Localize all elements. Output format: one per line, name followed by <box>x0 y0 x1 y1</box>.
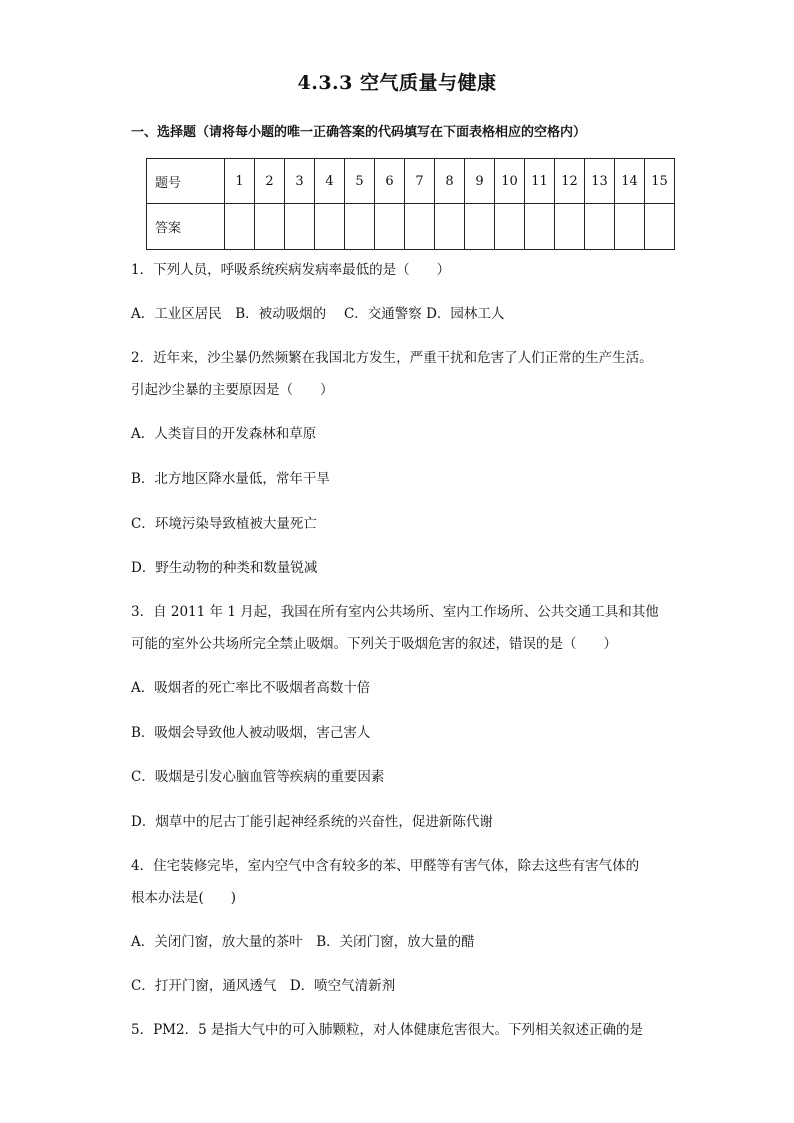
question-2-stem-line-1: 2．近年来，沙尘暴仍然频繁在我国北方发生，严重干扰和危害了人们正常的生产生活。 <box>131 350 653 366</box>
question-3-option-d: D．烟草中的尼古丁能引起神经系统的兴奋性，促进新陈代谢 <box>131 814 493 830</box>
answer-cell[interactable] <box>615 204 645 250</box>
question-4-options-ab: A．关闭门窗，放大量的茶叶 B．关闭门窗，放大量的醋 <box>131 934 475 950</box>
question-2-stem-line-2: 引起沙尘暴的主要原因是（ ） <box>131 382 334 398</box>
question-2-option-a: A．人类盲目的开发森林和草原 <box>131 426 317 442</box>
question-number-cell: 10 <box>495 159 525 204</box>
question-number-cell: 2 <box>255 159 285 204</box>
question-3-option-c: C．吸烟是引发心脑血管等疾病的重要因素 <box>131 769 385 785</box>
question-number-cell: 11 <box>525 159 555 204</box>
question-5-stem: 5．PM2．5 是指大气中的可入肺颗粒，对人体健康危害很大。下列相关叙述正确的是 <box>131 1022 643 1038</box>
question-number-cell: 12 <box>555 159 585 204</box>
answer-cell[interactable] <box>525 204 555 250</box>
answer-cell[interactable] <box>405 204 435 250</box>
answer-cell[interactable] <box>495 204 525 250</box>
answer-cell[interactable] <box>585 204 615 250</box>
question-1-options: A．工业区居民 B．被动吸烟的 C．交通警察 D．园林工人 <box>131 306 505 322</box>
question-4-options-cd: C．打开门窗，通风透气 D．喷空气清新剂 <box>131 978 396 994</box>
question-number-cell: 3 <box>285 159 315 204</box>
question-number-cell: 14 <box>615 159 645 204</box>
question-number-row <box>147 159 675 204</box>
question-4-stem-line-2: 根本办法是( ) <box>131 890 237 906</box>
section-heading: 一、选择题（请将每小题的唯一正确答案的代码填写在下面表格相应的空格内） <box>131 125 587 140</box>
question-number-cell: 4 <box>315 159 345 204</box>
question-4-stem-line-1: 4．住宅装修完毕，室内空气中含有较多的苯、甲醛等有害气体，除去这些有害气体的 <box>131 858 640 874</box>
question-3-stem-line-1: 3．自 2011 年 1 月起，我国在所有室内公共场所、室内工作场所、公共交通工具和其他 <box>131 604 659 620</box>
question-number-cell: 5 <box>345 159 375 204</box>
answer-cell[interactable] <box>225 204 255 250</box>
question-number-cell: 13 <box>585 159 615 204</box>
answer-table <box>146 158 675 250</box>
answer-cell[interactable] <box>645 204 675 250</box>
question-number-cell: 8 <box>435 159 465 204</box>
question-3-option-b: B．吸烟会导致他人被动吸烟，害己害人 <box>131 725 371 741</box>
answer-cell[interactable] <box>285 204 315 250</box>
question-number-cell: 7 <box>405 159 435 204</box>
answer-cell[interactable] <box>555 204 585 250</box>
answer-cell[interactable] <box>465 204 495 250</box>
page-title: 4.3.3 空气质量与健康 <box>297 72 497 94</box>
answer-row <box>147 204 675 250</box>
answer-cell[interactable] <box>375 204 405 250</box>
question-2-option-d: D．野生动物的种类和数量锐减 <box>131 560 318 576</box>
answer-cell[interactable] <box>435 204 465 250</box>
question-3-stem-line-2: 可能的室外公共场所完全禁止吸烟。下列关于吸烟危害的叙述，错误的是（ ） <box>131 636 617 652</box>
question-2-option-c: C．环境污染导致植被大量死亡 <box>131 516 317 532</box>
row-label-number: 题号 <box>147 159 225 204</box>
question-number-cell: 15 <box>645 159 675 204</box>
question-1-stem: 1．下列人员，呼吸系统疾病发病率最低的是（ ） <box>131 262 451 278</box>
question-number-cell: 1 <box>225 159 255 204</box>
row-label-answer: 答案 <box>147 204 225 250</box>
question-number-cell: 9 <box>465 159 495 204</box>
question-number-cell: 6 <box>375 159 405 204</box>
answer-cell[interactable] <box>345 204 375 250</box>
answer-cell[interactable] <box>255 204 285 250</box>
answer-cell[interactable] <box>315 204 345 250</box>
question-2-option-b: B．北方地区降水量低，常年干旱 <box>131 471 330 487</box>
question-3-option-a: A．吸烟者的死亡率比不吸烟者高数十倍 <box>131 680 371 696</box>
